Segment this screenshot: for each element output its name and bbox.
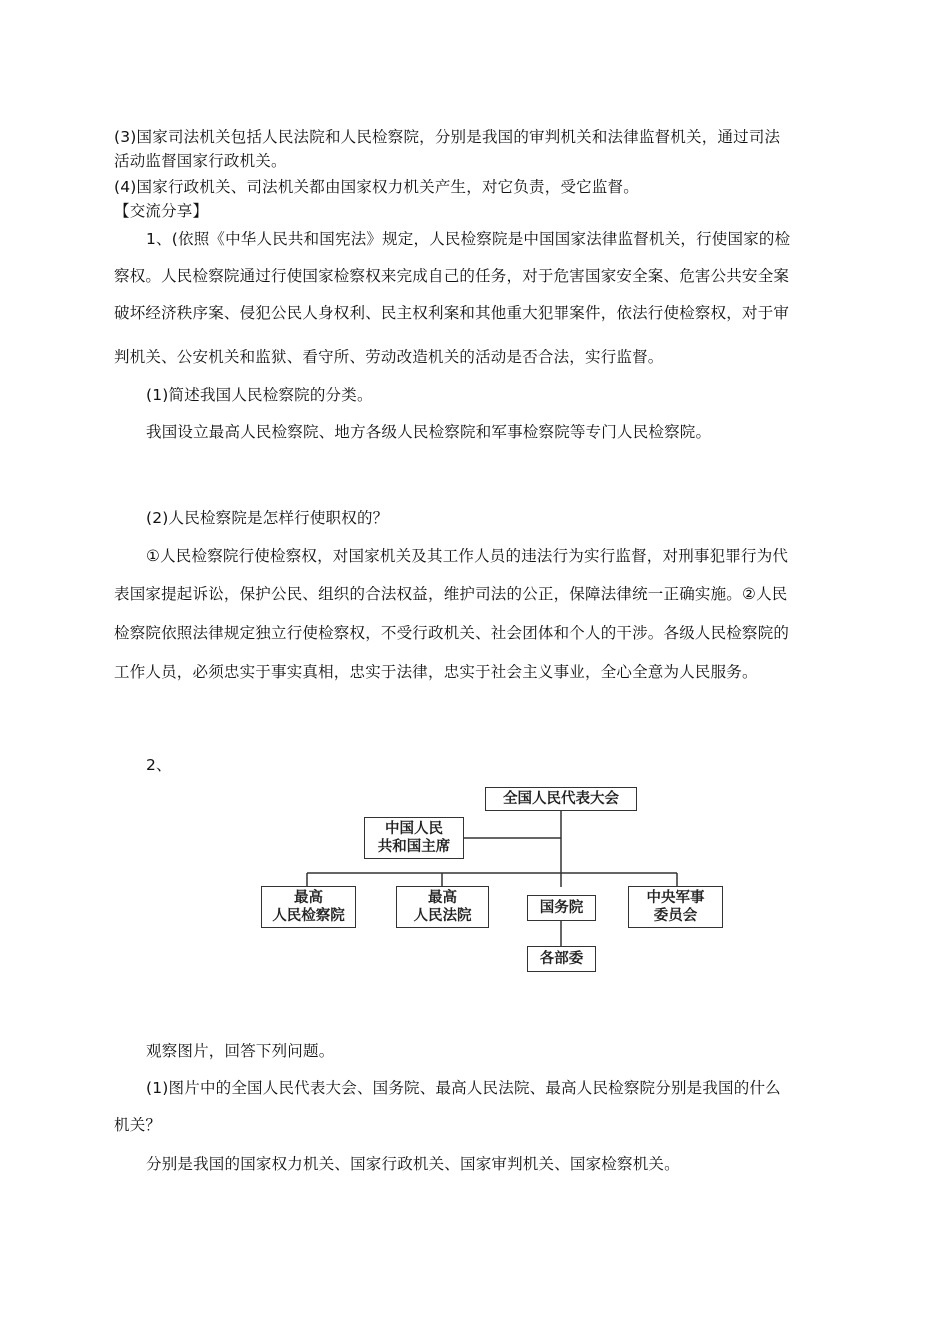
cmc-label-line-2: 委员会	[653, 908, 698, 924]
court-label-line-1: 最高	[428, 890, 457, 906]
question-1-answer-2-line-1: ①人民检察院行使检察权，对国家机关及其工作人员的违法行为实行监督，对刑事犯罪行为代	[146, 547, 789, 565]
court-box	[396, 886, 489, 928]
question-1-answer-1: 我国设立最高人民检察院、地方各级人民检察院和军事检察院等专门人民检察院。	[146, 423, 712, 441]
procuratorate-label-line-2: 人民检察院	[272, 908, 345, 924]
ministries-box	[527, 946, 596, 972]
cmc-label-line-1: 中央军事	[646, 890, 705, 906]
question-1-line-1: 1、(依照《中华人民共和国宪法》规定，人民检察院是中国国家法律监督机关，行使国家的检	[146, 230, 791, 248]
question-2-sub-1-line-2: 机关？	[114, 1116, 162, 1134]
npc-box	[485, 787, 637, 811]
procuratorate-label-line-1: 最高	[294, 890, 323, 906]
cmc-box	[628, 886, 723, 928]
npc-label: 全国人民代表大会	[503, 791, 619, 807]
state-council-box	[527, 895, 596, 921]
paragraph-3-line-2: 活动监督国家行政机关。	[114, 152, 287, 170]
ministries-label: 各部委	[539, 951, 584, 967]
court-label-line-2: 人民法院	[413, 908, 472, 924]
state-council-label: 国务院	[539, 900, 584, 916]
paragraph-3-line-1: (3)国家司法机关包括人民法院和人民检察院，分别是我国的审判机关和法律监督机关，通过司法	[114, 128, 781, 146]
president-box	[364, 817, 464, 859]
procuratorate-box	[261, 886, 356, 928]
question-2-sub-1-line-1: (1)图片中的全国人民代表大会、国务院、最高人民法院、最高人民检察院分别是我国的什么	[146, 1079, 781, 1097]
question-1-line-3: 破坏经济秩序案、侵犯公民人身权利、民主权利案和其他重大犯罪案件，依法行使检察权，对于审	[114, 304, 790, 322]
question-1-answer-2-line-2: 表国家提起诉讼，保护公民、组织的合法权益，维护司法的公正，保障法律统一正确实施。②人民	[114, 585, 788, 603]
question-1-answer-2-line-3: 检察院依照法律规定独立行使检察权，不受行政机关、社会团体和个人的干涉。各级人民检察院的	[114, 624, 790, 642]
question-2-answer-1: 分别是我国的国家权力机关、国家行政机关、国家审判机关、国家检察机关。	[146, 1155, 680, 1173]
observe-instruction: 观察图片，回答下列问题。	[146, 1042, 335, 1060]
president-label-line-1: 中国人民	[385, 821, 443, 837]
section-title: 【交流分享】	[114, 202, 209, 220]
question-1-line-2: 察权。人民检察院通过行使国家检察权来完成自己的任务，对于危害国家安全案、危害公共安全案	[114, 267, 790, 285]
president-label-line-2: 共和国主席	[377, 839, 451, 855]
question-1-answer-2-line-4: 工作人员，必须忠实于事实真相，忠实于法律，忠实于社会主义事业，全心全意为人民服务。	[114, 663, 758, 681]
question-1-line-4: 判机关、公安机关和监狱、看守所、劳动改造机关的活动是否合法，实行监督。	[114, 348, 664, 366]
question-1-sub-1: (1)简述我国人民检察院的分类。	[146, 386, 373, 404]
paragraph-4: (4)国家行政机关、司法机关都由国家权力机关产生，对它负责，受它监督。	[114, 178, 639, 196]
question-2-label: 2、	[146, 756, 172, 774]
question-1-sub-2: (2)人民检察院是怎样行使职权的？	[146, 509, 389, 527]
